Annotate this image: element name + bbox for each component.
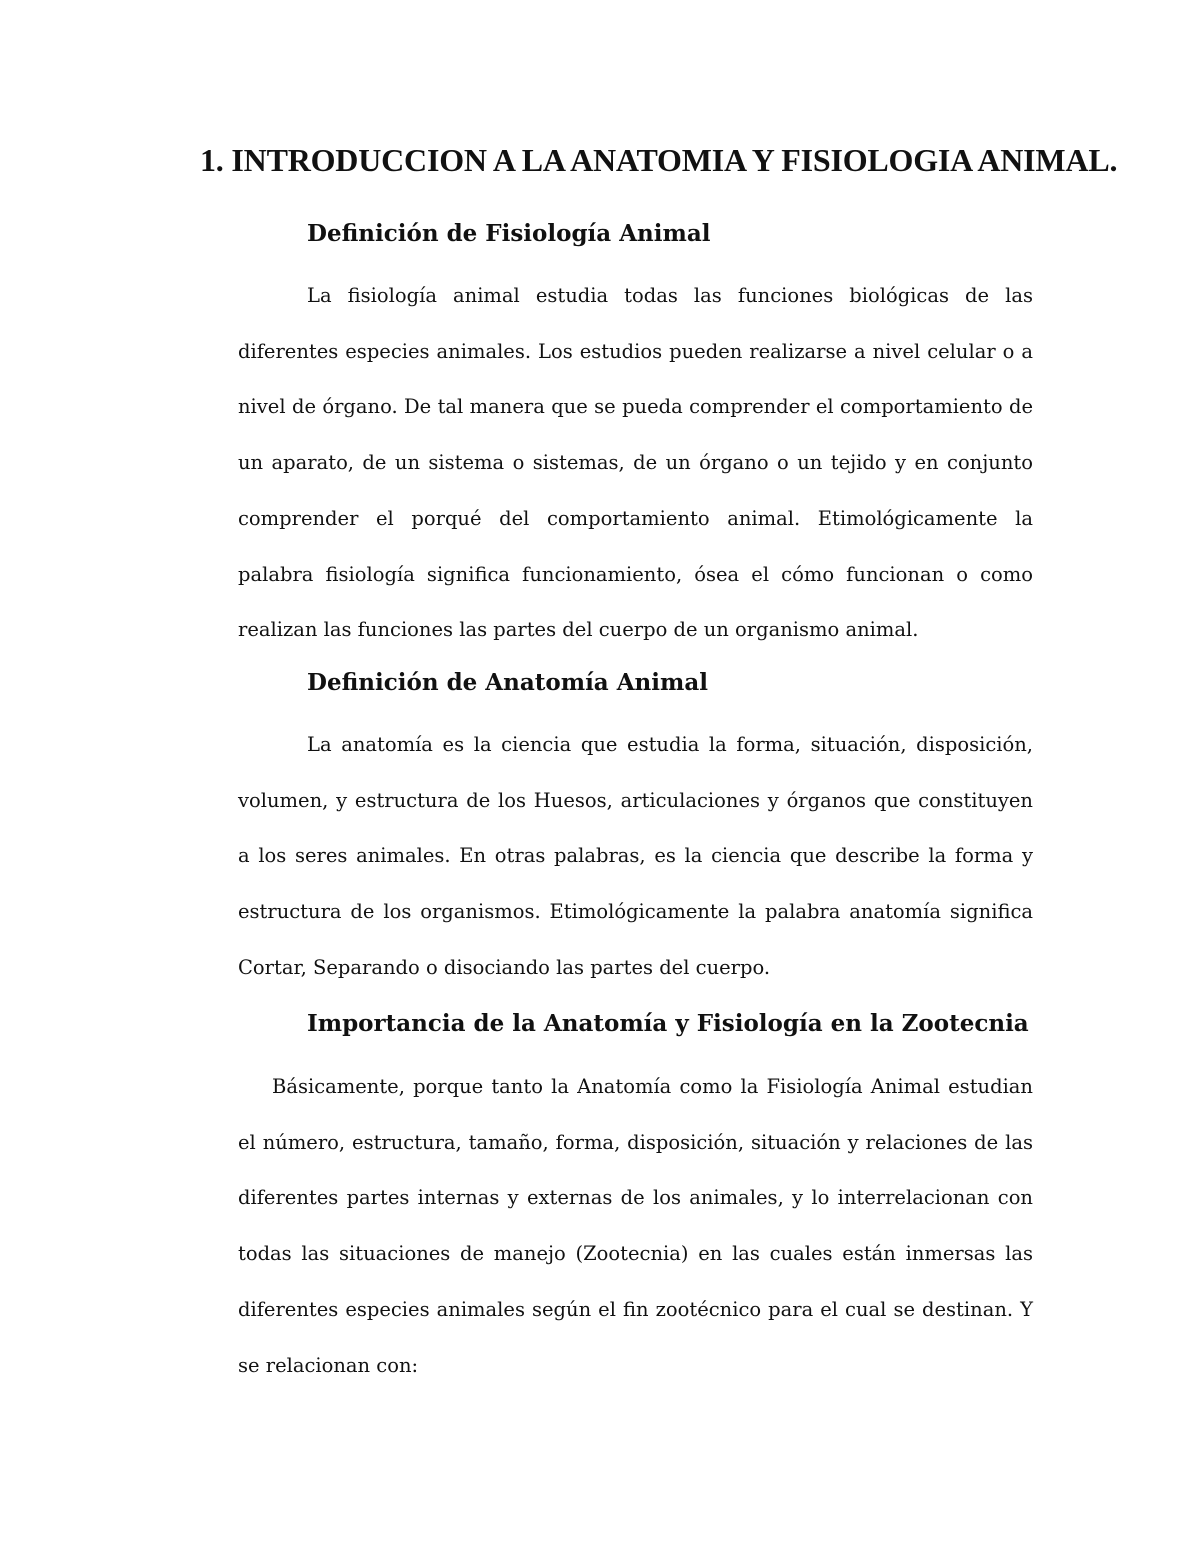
page-title: 1. INTRODUCCION A LA ANATOMIA Y FISIOLOGIA ANIMAL. — [200, 142, 1118, 178]
paragraph-fisiologia: La fisiología animal estudia todas las funciones biológicas de las diferentes especies animales. Los estudios pueden realizarse a nivel celular o a nivel de órgano. De tal manera que se pueda comprender el comportamiento de un aparato, de un sistema o sistemas, de un órgano o un tejido y en conjunto comprender el porqué del comportamiento animal. Etimológicamente la palabra fisiología significa funcionamiento, ósea el cómo funcionan o como realizan las funciones las partes del cuerpo de un organismo animal. — [238, 284, 1033, 642]
paragraph-importancia: Básicamente, porque tanto la Anatomía como la Fisiología Animal estudian el número, estructura, tamaño, forma, disposición, situación y relaciones de las diferentes partes internas y externas de los animales, y lo interrelacionan con todas las situaciones de manejo (Zootecnia) en las cuales están inmersas las diferentes especies animales según el fin zootécnico para el cual se destinan. Y se relacionan con: — [238, 1075, 1033, 1377]
heading-importancia-zootecnia: Importancia de la Anatomía y Fisiología en la Zootecnia — [307, 1010, 1029, 1037]
heading-definicion-anatomia: Definición de Anatomía Animal — [307, 669, 708, 696]
heading-definicion-fisiologia: Definición de Fisiología Animal — [307, 220, 711, 247]
paragraph-anatomia: La anatomía es la ciencia que estudia la forma, situación, disposición, volumen, y estructura de los Huesos, articulaciones y órganos que constituyen a los seres animales. En otras palabras, es la ciencia que describe la forma y estructura de los organismos. Etimológicamente la palabra anatomía significa Cortar, Separando o disociando las partes del cuerpo. — [238, 733, 1033, 979]
